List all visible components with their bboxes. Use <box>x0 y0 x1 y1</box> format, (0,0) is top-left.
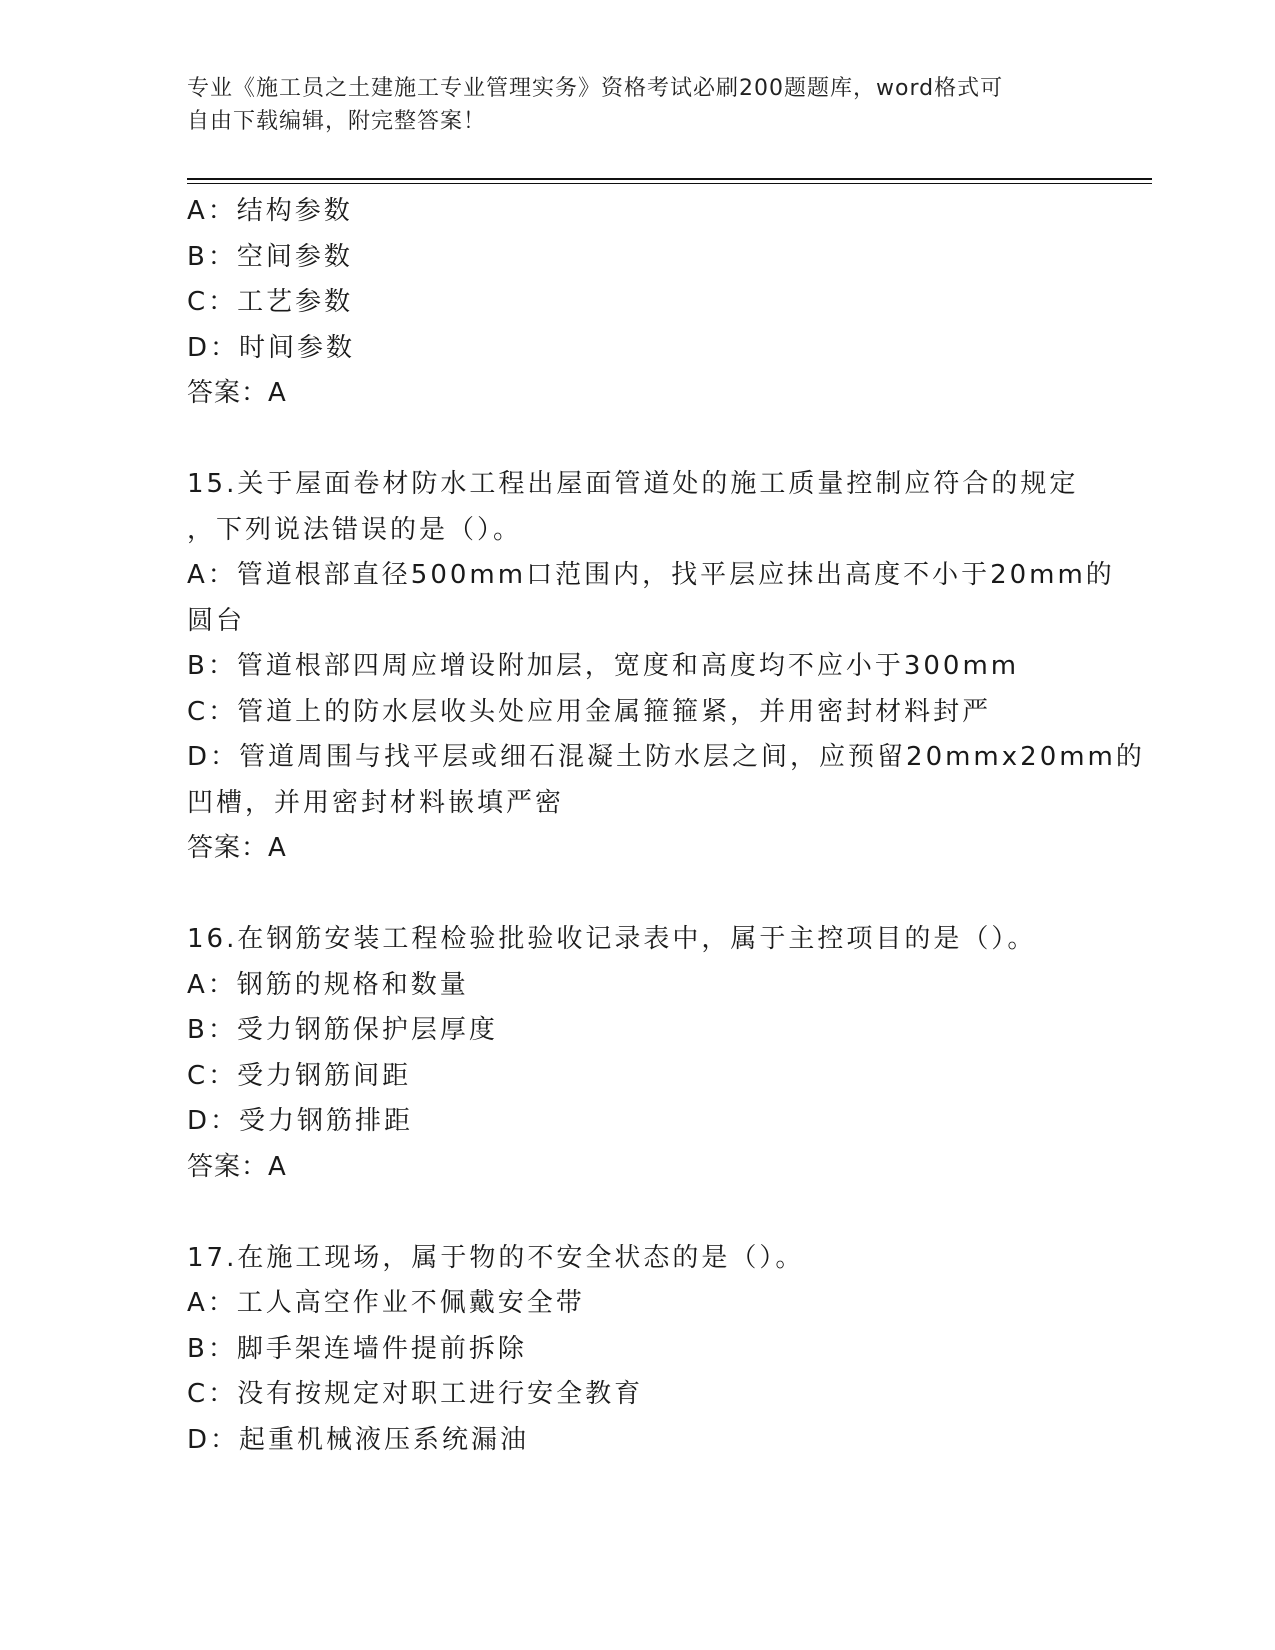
question-gap <box>187 872 1087 918</box>
page-header <box>187 72 1067 138</box>
q16-option-d: D：受力钢筋排距 <box>187 1106 414 1136</box>
q17-option-a: A：工人高空作业不佩戴安全带 <box>187 1288 585 1318</box>
q17-option-b: B：脚手架连墙件提前拆除 <box>187 1333 527 1364</box>
q14-option-d: D：时间参数 <box>187 332 356 363</box>
q14-option-a: A：结构参数 <box>187 196 353 226</box>
question-gap <box>187 417 1087 463</box>
header-title-line-1: 专业《施工员之土建施工专业管理实务》资格考试必刷200题题库，word格式可 <box>187 76 1004 101</box>
q17-option-c: C：没有按规定对职工进行安全教育 <box>187 1379 644 1409</box>
q15-option-c: C：管道上的防水层收头处应用金属箍箍紧，并用密封材料封严 <box>187 696 992 727</box>
question-14 <box>187 189 1087 417</box>
q16-answer: 答案：A <box>187 1151 287 1182</box>
q17-stem: 17.在施工现场，属于物的不安全状态的是（）。 <box>187 1242 805 1273</box>
header-divider-thin <box>187 183 1152 184</box>
question-16 <box>187 917 1087 1190</box>
q15-option-a-line-1: A：管道根部直径500mm口范围内，找平层应抹出高度不小于20mm的 <box>187 560 1115 590</box>
q15-stem-line-1: 15.关于屋面卷材防水工程出屋面管道处的施工质量控制应符合的规定 <box>187 469 1079 499</box>
q16-stem: 16.在钢筋安装工程检验批验收记录表中，属于主控项目的是（）。 <box>187 924 1037 954</box>
q16-option-a: A：钢筋的规格和数量 <box>187 969 469 1000</box>
q15-option-d-line-1: D：管道周围与找平层或细石混凝土防水层之间，应预留20mmx20mm的 <box>187 742 1145 772</box>
question-15 <box>187 462 1145 872</box>
q15-option-d-line-2: 凹槽，并用密封材料嵌填严密 <box>187 787 565 818</box>
q15-answer: 答案：A <box>187 833 287 863</box>
q16-option-b: B：受力钢筋保护层厚度 <box>187 1015 498 1045</box>
question-content <box>187 189 1145 1463</box>
q15-stem-line-2: ，下列说法错误的是（）。 <box>187 514 523 545</box>
header-title-line-2: 自由下载编辑，附完整答案！ <box>187 109 487 134</box>
q14-answer: 答案：A <box>187 378 287 408</box>
q15-option-a-line-2: 圆台 <box>187 605 246 636</box>
q15-option-b: B：管道根部四周应增设附加层，宽度和高度均不应小于300mm <box>187 651 1020 681</box>
q14-option-b: B：空间参数 <box>187 241 353 272</box>
q16-option-c: C：受力钢筋间距 <box>187 1060 412 1091</box>
header-divider-thick <box>187 178 1152 180</box>
question-17 <box>187 1236 1087 1464</box>
q14-option-c: C：工艺参数 <box>187 287 354 317</box>
q17-option-d: D：起重机械液压系统漏油 <box>187 1424 530 1455</box>
question-gap <box>187 1190 1087 1236</box>
